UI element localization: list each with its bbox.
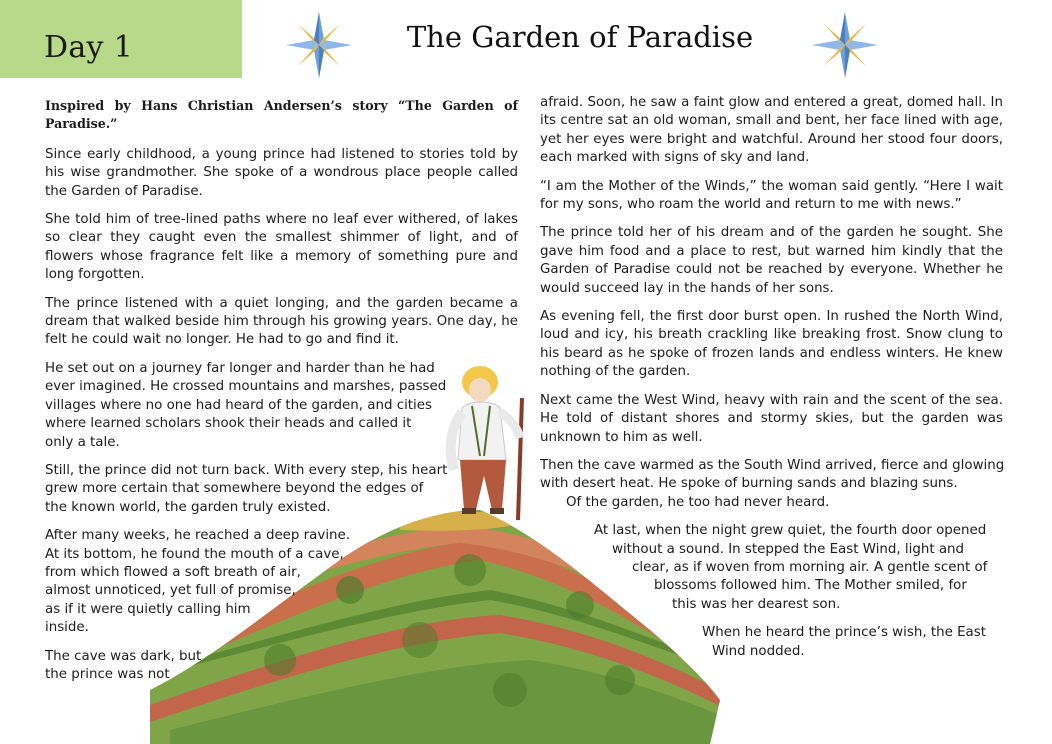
paragraph	[45, 648, 518, 685]
paragraph: afraid. Soon, he saw a faint glow and entered a great, domed hall. In its centre sat an old woman, small and bent, her face lined with age, yet her eyes were bright and watchful. Around her stood four doors, each marked with signs of sky and land.	[540, 95, 1003, 166]
paragraph-line: grew more certain that somewhere beyond the edges of	[45, 481, 424, 497]
paragraph-line: clear, as if woven from morning air. A gentle scent of	[632, 559, 988, 575]
paragraph-line: as if it were quietly calling him	[45, 601, 251, 617]
paragraph	[540, 522, 1003, 614]
paragraph-line: Still, the prince did not turn back. With every step, his heart	[45, 462, 448, 478]
compass-star-icon	[812, 12, 878, 78]
paragraph: Next came the West Wind, heavy with rain and the scent of the sea. He told of distant shores and stormy skies, but the garden was unknown to him as well.	[540, 392, 1003, 445]
paragraph-line: Wind nodded.	[712, 643, 805, 659]
paragraph-line: with desert heat. He spoke of burning sands and blazing suns.	[540, 476, 958, 492]
paragraph-line: where learned scholars shook their heads and called it	[45, 416, 412, 432]
paragraph-line: only a tale.	[45, 434, 120, 450]
paragraph-line: The cave was dark, but	[45, 648, 202, 664]
paragraph-line: villages where no one had heard of the garden, and cities	[45, 397, 432, 413]
paragraph-line: ever imagined. He crossed mountains and marshes, passed	[45, 379, 447, 395]
paragraph-line: from which flowed a soft breath of air,	[45, 564, 301, 580]
paragraph-line: Of the garden, he too had never heard.	[566, 494, 830, 510]
page-title: The Garden of Paradise	[406, 20, 754, 54]
day-tab	[0, 0, 242, 78]
paragraph-line: At last, when the night grew quiet, the fourth door opened	[594, 523, 987, 539]
right-column	[540, 94, 1003, 671]
paragraph: Since early childhood, a young prince had listened to stories told by his wise grandmother. She spoke of a wondrous place people called the Garden of Paradise.	[45, 146, 518, 199]
paragraph: The prince listened with a quiet longing, and the garden became a dream that walked beside him through his growing years. One day, he felt he could wait no longer. He had to go and find it.	[45, 295, 518, 348]
paragraph-line: the prince was not	[45, 666, 170, 682]
paragraph-line: After many weeks, he reached a deep ravine.	[45, 528, 351, 544]
paragraph: As evening fell, the first door burst open. In rushed the North Wind, loud and icy, his breath crackling like breaking frost. Snow clung to his beard as he spoke of frozen lands and endless winters. He knew nothing of the garden.	[540, 309, 1003, 380]
paragraph-line: When he heard the prince’s wish, the East	[702, 625, 986, 641]
paragraph	[45, 360, 518, 452]
paragraph	[540, 624, 1003, 661]
paragraph	[45, 462, 518, 517]
paragraph-line: inside.	[45, 620, 89, 636]
paragraph: “I am the Mother of the Winds,” the woman said gently. “Here I wait for my sons, who roam the world and return to me with news.”	[540, 178, 1003, 213]
paragraph-line: without a sound. In stepped the East Wind, light and	[612, 541, 965, 557]
story-intro: Inspired by Hans Christian Andersen’s story “The Garden of Paradise.”	[45, 98, 518, 132]
paragraph-line: this was her dearest son.	[672, 596, 841, 612]
paragraph: She told him of tree-lined paths where no leaf ever withered, of lakes so clear they caught even the smallest shimmer of light, and of flowers whose fragrance felt like a memory of something pure and long forgotten.	[45, 212, 518, 283]
paragraph-line: almost unnoticed, yet full of promise,	[45, 583, 296, 599]
paragraph	[540, 457, 1003, 512]
paragraph-line: Then the cave warmed as the South Wind arrived, fierce and glowing	[540, 457, 1005, 473]
left-column	[45, 97, 518, 694]
day-label: Day 1	[44, 30, 134, 65]
paragraph	[45, 527, 518, 637]
paragraph-line: At its bottom, he found the mouth of a cave,	[45, 546, 344, 562]
compass-star-icon	[286, 12, 352, 78]
paragraph-line: He set out on a journey far longer and harder than he had	[45, 360, 435, 376]
paragraph-line: blossoms followed him. The Mother smiled, for	[654, 578, 967, 594]
paragraph: The prince told her of his dream and of the garden he sought. She gave him food and a place to rest, but warned him kindly that the Garden of Paradise could not be reached by everyone. Whether he would succeed lay in the hands of her sons.	[540, 225, 1003, 296]
paragraph-line: the known world, the garden truly existed.	[45, 499, 331, 515]
